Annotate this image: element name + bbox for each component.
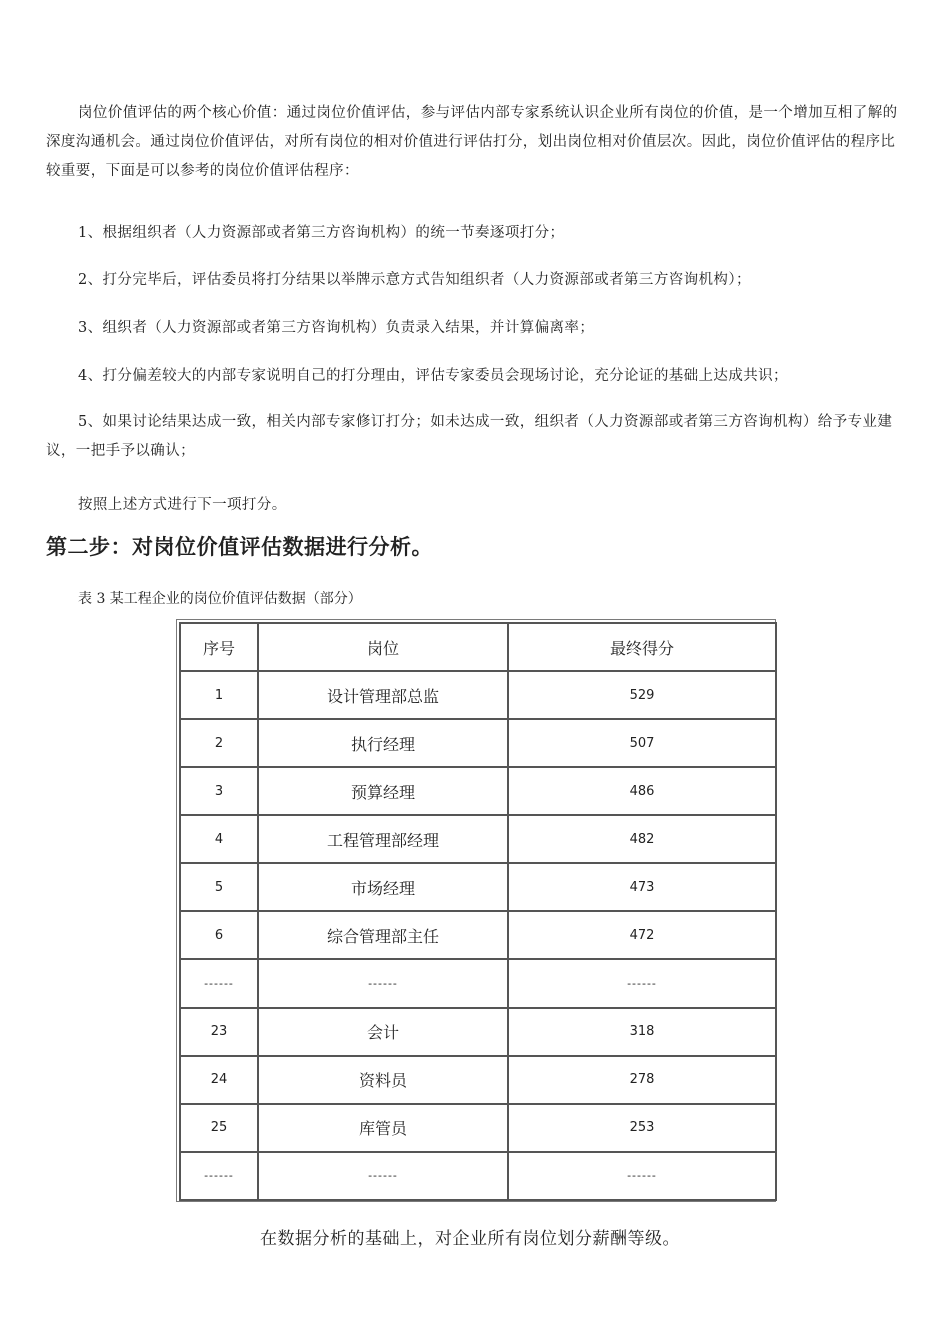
position-cell: 市场经理 <box>258 863 508 911</box>
position-cell: 会计 <box>258 1008 508 1056</box>
score-cell: 278 <box>508 1056 776 1104</box>
table-row-ellipsis <box>180 1152 776 1200</box>
table-row <box>180 671 776 719</box>
score-cell: ------ <box>508 959 776 1007</box>
serial-cell: 24 <box>180 1056 258 1104</box>
table-row <box>180 815 776 863</box>
header-serial: 序号 <box>180 623 258 671</box>
serial-cell: ------ <box>180 959 258 1007</box>
score-cell: 507 <box>508 719 776 767</box>
score-cell: ------ <box>508 1152 776 1200</box>
procedure-step-5: 5、如果讨论结果达成一致，相关内部专家修订打分；如未达成一致，组织者（人力资源部或者第三方咨询机构）给予专业建议，一把手予以确认； <box>46 414 893 459</box>
serial-cell: 1 <box>180 671 258 719</box>
header-position: 岗位 <box>258 623 508 671</box>
position-cell: 库管员 <box>258 1104 508 1152</box>
position-cell: 工程管理部经理 <box>258 815 508 863</box>
score-cell: 472 <box>508 911 776 959</box>
serial-cell: 6 <box>180 911 258 959</box>
serial-cell: 23 <box>180 1008 258 1056</box>
table-row-ellipsis <box>180 959 776 1007</box>
table-row <box>180 1008 776 1056</box>
procedure-step-1: 1、根据组织者（人力资源部或者第三方咨询机构）的统一节奏逐项打分； <box>78 225 565 241</box>
position-cell: 资料员 <box>258 1056 508 1104</box>
table-row <box>180 1104 776 1152</box>
position-cell: ------ <box>258 1152 508 1200</box>
serial-cell: 25 <box>180 1104 258 1152</box>
section-heading: 第二步：对岗位价值评估数据进行分析。 <box>46 534 433 559</box>
serial-cell: ------ <box>180 1152 258 1200</box>
score-cell: 486 <box>508 767 776 815</box>
evaluation-table <box>179 622 777 1201</box>
score-cell: 473 <box>508 863 776 911</box>
serial-cell: 5 <box>180 863 258 911</box>
score-cell: 529 <box>508 671 776 719</box>
closing-paragraph: 在数据分析的基础上，对企业所有岗位划分薪酬等级。 <box>260 1229 680 1249</box>
position-cell: 综合管理部主任 <box>258 911 508 959</box>
table-caption: 表 3 某工程企业的岗位价值评估数据（部分） <box>78 591 362 607</box>
table-row <box>180 767 776 815</box>
position-cell: 预算经理 <box>258 767 508 815</box>
position-cell: 执行经理 <box>258 719 508 767</box>
score-cell: 253 <box>508 1104 776 1152</box>
intro-paragraph: 岗位价值评估的两个核心价值：通过岗位价值评估，参与评估内部专家系统认识企业所有岗位的价值，是一个增加互相了解的深度沟通机会。通过岗位价值评估，对所有岗位的相对价值进行评估打分，划出岗位相对价值层次。因此，岗位价值评估的程序比较重要，下面是可以参考的岗位价值评估程序： <box>46 105 898 179</box>
evaluation-table-frame <box>176 619 776 1202</box>
header-final-score: 最终得分 <box>508 623 776 671</box>
serial-cell: 3 <box>180 767 258 815</box>
position-cell: ------ <box>258 959 508 1007</box>
procedure-step-3: 3、组织者（人力资源部或者第三方咨询机构）负责录入结果，并计算偏离率； <box>78 320 595 336</box>
table-header-row <box>180 623 776 671</box>
score-cell: 482 <box>508 815 776 863</box>
table-row <box>180 719 776 767</box>
position-cell: 设计管理部总监 <box>258 671 508 719</box>
table-row <box>180 1056 776 1104</box>
next-item-note: 按照上述方式进行下一项打分。 <box>78 497 287 513</box>
serial-cell: 2 <box>180 719 258 767</box>
score-cell: 318 <box>508 1008 776 1056</box>
procedure-step-2: 2、打分完毕后，评估委员将打分结果以举牌示意方式告知组织者（人力资源部或者第三方咨询机构）； <box>78 272 751 288</box>
procedure-step-4: 4、打分偏差较大的内部专家说明自己的打分理由，评估专家委员会现场讨论，充分论证的基础上达成共识； <box>78 368 788 384</box>
serial-cell: 4 <box>180 815 258 863</box>
table-row <box>180 911 776 959</box>
table-row <box>180 863 776 911</box>
